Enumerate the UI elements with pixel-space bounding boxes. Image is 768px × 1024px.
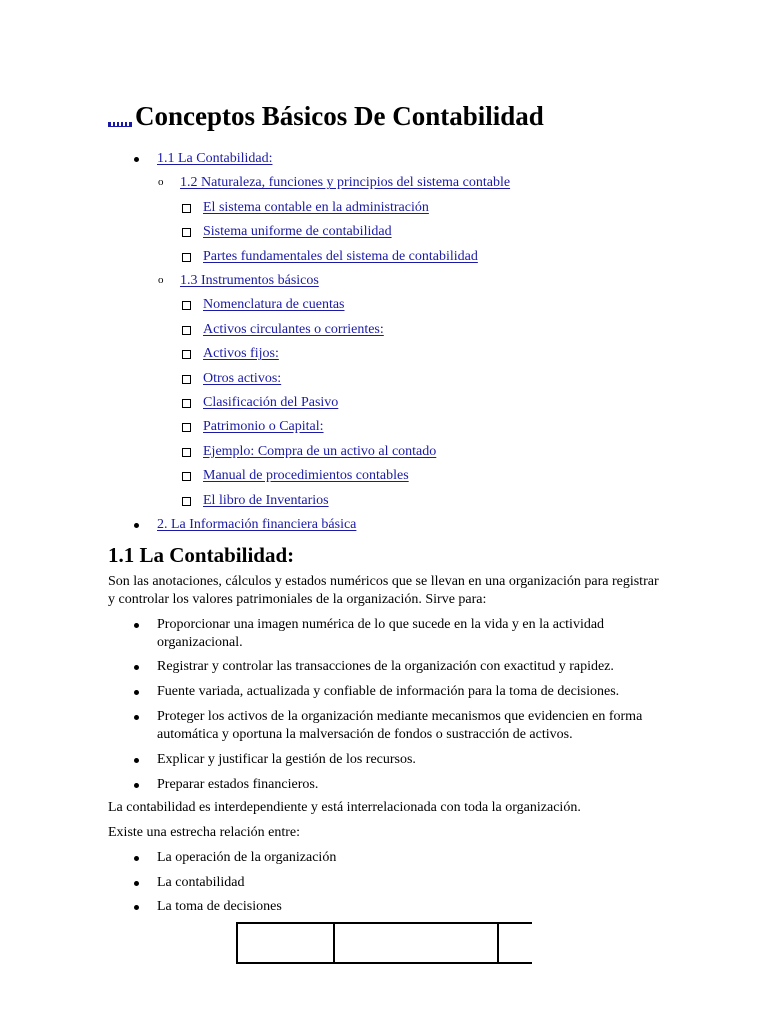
toc-link[interactable]: Clasificación del Pasivo — [203, 395, 339, 410]
list-item: Fuente variada, actualizada y confiable de información para la toma de decisiones. — [157, 684, 620, 699]
toc-link[interactable]: Otros activos: — [203, 370, 282, 386]
toc-item — [203, 345, 279, 363]
interdependence-paragraph: La contabilidad es interdependiente y está interrelacionada con toda la organización. — [108, 800, 581, 815]
toc-bullet-square-icon — [182, 472, 191, 481]
toc-item — [203, 370, 281, 388]
toc-link[interactable]: 2. La Información financiera básica — [157, 517, 357, 532]
toc-bullet-square-icon — [182, 497, 191, 506]
list-item: Explicar y justificar la gestión de los recursos. — [157, 752, 416, 767]
toc-link[interactable]: 1.3 Instrumentos básicos — [180, 273, 319, 288]
toc-item — [203, 443, 436, 461]
toc-link[interactable]: 1.2 Naturaleza, funciones y principios del sistema contable — [180, 175, 511, 191]
toc-item — [203, 467, 409, 485]
toc-link[interactable]: Activos fijos: — [203, 346, 279, 362]
toc-link[interactable]: Ejemplo: Compra de un activo al contado — [203, 443, 437, 459]
toc-bullet-disc-icon — [134, 157, 139, 162]
toc-link[interactable]: Partes fundamentales del sistema de contabilidad — [203, 248, 478, 264]
data-table — [236, 922, 532, 964]
list-bullet-icon — [134, 856, 139, 861]
list-bullet-icon — [134, 905, 139, 910]
toc-item — [157, 150, 272, 168]
list-bullet-icon — [134, 690, 139, 695]
toc-item — [203, 492, 329, 510]
toc-bullet-square-icon — [182, 326, 191, 335]
toc-bullet-disc-icon — [134, 523, 139, 528]
toc-item — [203, 321, 384, 339]
list-item: La toma de decisiones — [157, 899, 282, 914]
toc-link[interactable]: El libro de Inventarios — [203, 492, 329, 508]
section-heading: 1.1 La Contabilidad: — [108, 543, 295, 567]
title-row — [108, 98, 544, 134]
list-item: La contabilidad — [157, 875, 245, 890]
toc-bullet-square-icon — [182, 301, 191, 310]
table-cell — [499, 924, 532, 962]
toc-item — [180, 174, 510, 192]
list-item: La operación de la organización — [157, 850, 337, 865]
toc-item — [180, 272, 319, 290]
toc-link[interactable]: Patrimonio o Capital: — [203, 419, 324, 435]
anchor-link-icon[interactable] — [108, 122, 132, 127]
toc-bullet-square-icon — [182, 448, 191, 457]
section-intro: Son las anotaciones, cálculos y estados numéricos que se llevan en una organización para registrar y controlar los valores patrimoniales de la organización. Sirve para: — [108, 574, 659, 607]
toc-link[interactable]: Nomenclatura de cuentas — [203, 297, 345, 313]
toc-link[interactable]: Manual de procedimientos contables — [203, 468, 409, 484]
toc-item — [203, 223, 392, 241]
toc-bullet-square-icon — [182, 204, 191, 213]
toc-bullet-square-icon — [182, 350, 191, 359]
toc-item — [203, 394, 338, 412]
list-bullet-icon — [134, 881, 139, 886]
toc-item — [203, 199, 429, 217]
list-item: Preparar estados financieros. — [157, 777, 319, 792]
toc-link[interactable]: Sistema uniforme de contabilidad — [203, 224, 392, 240]
toc-bullet-square-icon — [182, 253, 191, 262]
list-item: Registrar y controlar las transacciones de la organización con exactitud y rapidez. — [157, 659, 614, 674]
toc-link[interactable]: 1.1 La Contabilidad: — [157, 151, 273, 166]
toc-link[interactable]: El sistema contable en la administración — [203, 199, 429, 215]
table-cell — [335, 924, 499, 962]
toc-bullet-circle-icon: o — [158, 176, 164, 189]
toc-item — [203, 248, 478, 266]
list-item: Proporcionar una imagen numérica de lo que sucede en la vida y en la actividad organizacional. — [157, 617, 605, 650]
table-cell — [238, 924, 335, 962]
list-bullet-icon — [134, 783, 139, 788]
toc-bullet-square-icon — [182, 228, 191, 237]
toc-bullet-circle-icon: o — [158, 274, 164, 286]
relation-paragraph: Existe una estrecha relación entre: — [108, 825, 301, 840]
toc-link[interactable]: Activos circulantes o corrientes: — [203, 321, 384, 337]
toc-item — [157, 516, 356, 534]
toc-item — [203, 418, 324, 436]
list-item: Proteger los activos de la organización mediante mecanismos que evidencien en forma automática y oportuna la malversación de fondos o sustracción de activos. — [157, 709, 643, 742]
list-bullet-icon — [134, 758, 139, 763]
list-bullet-icon — [134, 623, 139, 628]
toc-bullet-square-icon — [182, 399, 191, 408]
list-bullet-icon — [134, 715, 139, 720]
toc-bullet-square-icon — [182, 423, 191, 432]
page-title: Conceptos Básicos De Contabilidad — [135, 101, 544, 131]
toc-bullet-square-icon — [182, 375, 191, 384]
list-bullet-icon — [134, 665, 139, 670]
toc-item — [203, 296, 345, 314]
